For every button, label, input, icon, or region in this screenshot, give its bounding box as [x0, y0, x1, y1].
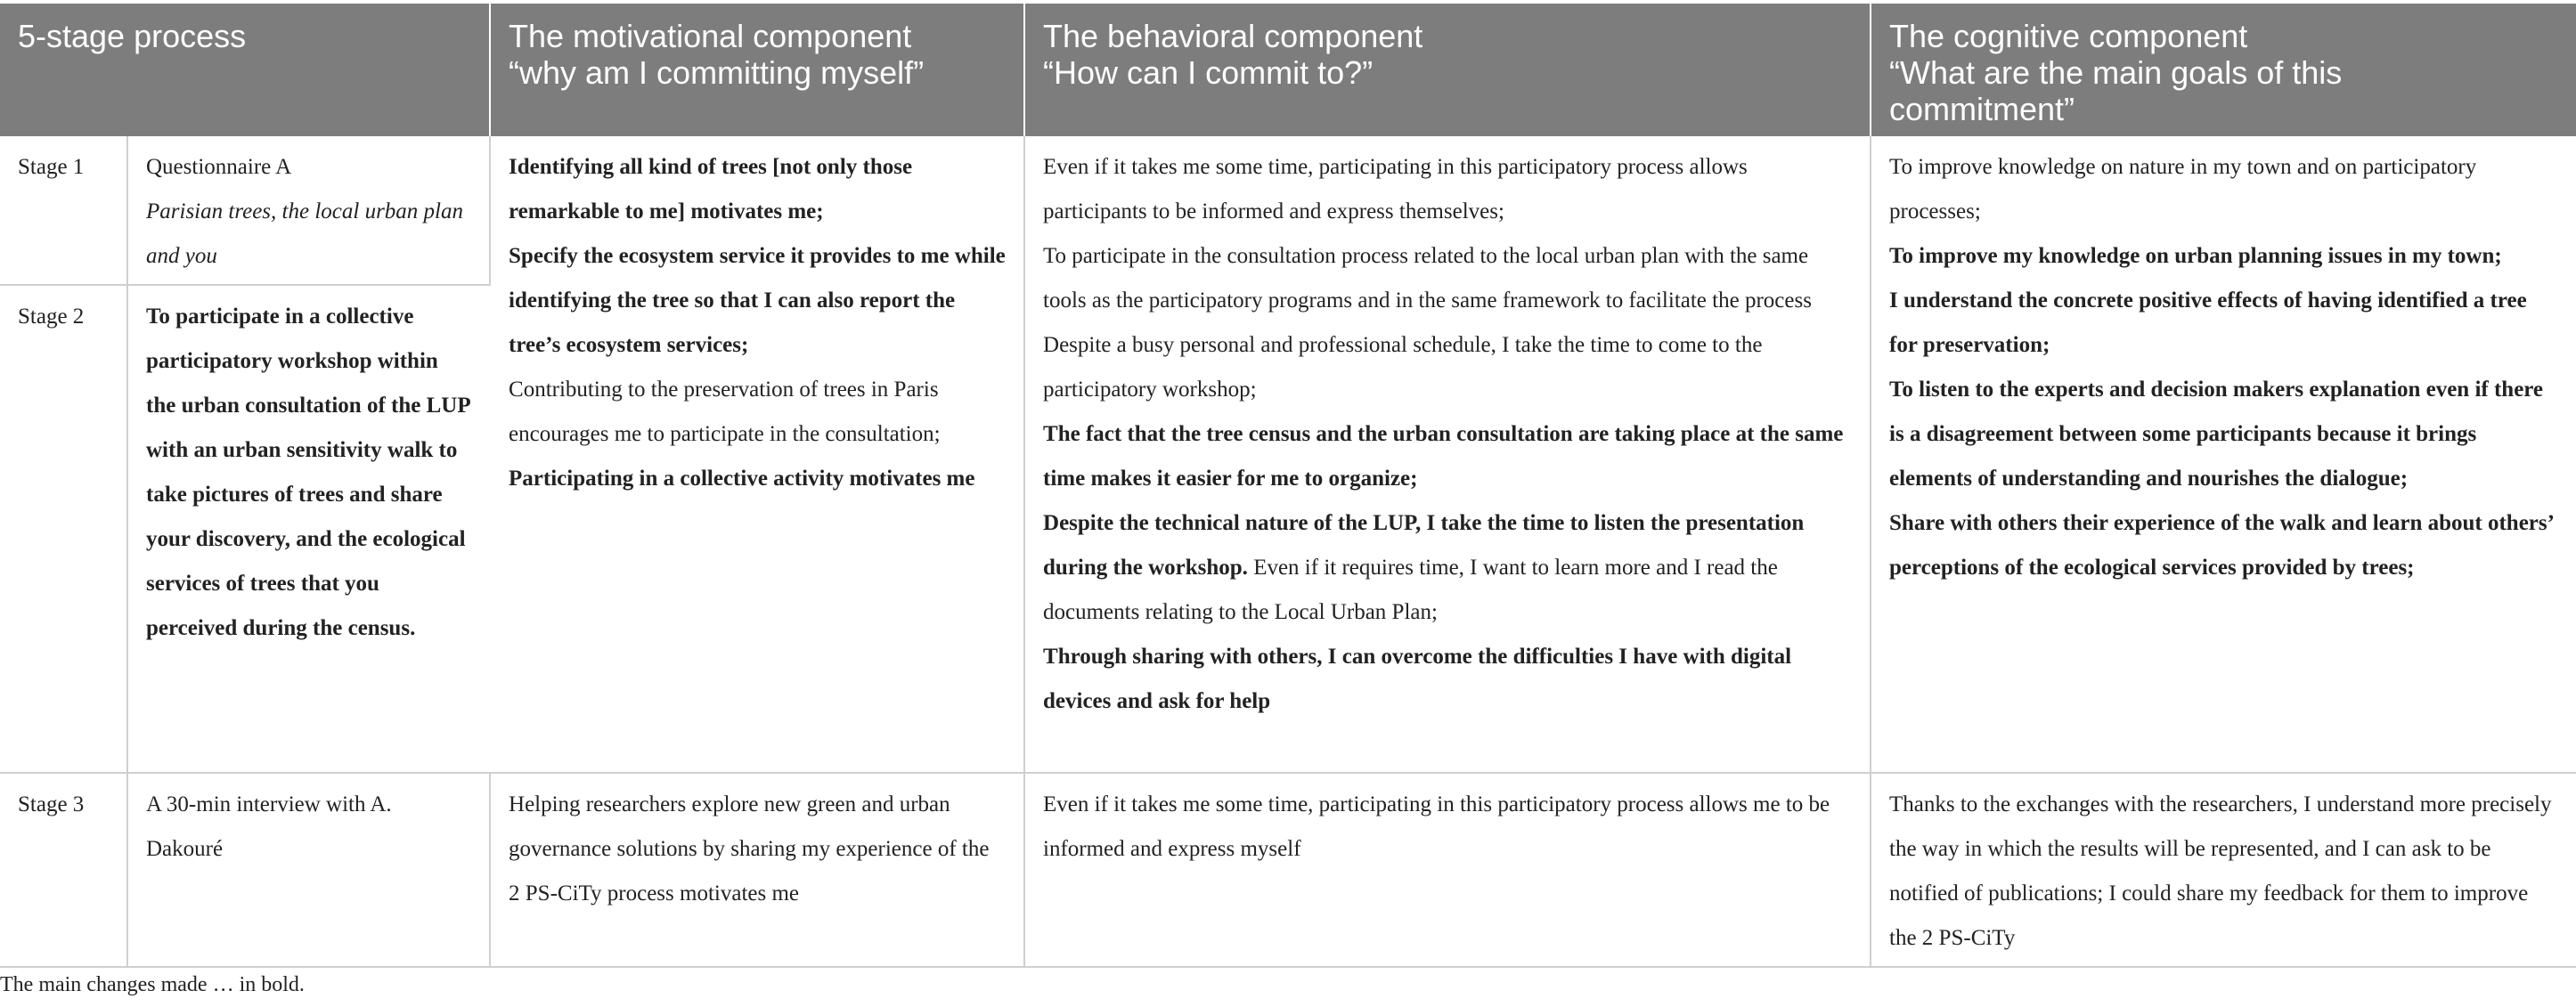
cognitive-item: To improve knowledge on nature in my town and on participatory processes; — [1889, 155, 2477, 223]
behavioral-item-mixed — [1043, 501, 1852, 635]
stage-1-subtitle: Parisian trees, the local urban plan and you — [146, 199, 463, 268]
motivational-item: Contributing to the preservation of trees in Paris encourages me to participate in the consultation; — [509, 378, 941, 446]
stage-1-2-motivational — [490, 136, 1024, 773]
motivational-item: Identifying all kind of trees [not only those remarkable to me] motivates me; — [509, 155, 913, 223]
behavioral-item-regular-part: Even if it requires time, I want to learn more and I read the documents relating to the Local Urban Plan; — [1043, 556, 1778, 624]
table-header-row — [0, 4, 2576, 136]
header-cognitive-component: The cognitive component “What are the main goals of this commitment” — [1871, 4, 2576, 136]
stage-1-title: Questionnaire A — [146, 155, 292, 179]
table-footnote: The main changes made … in bold. — [0, 973, 305, 996]
stage-3-cognitive: Thanks to the exchanges with the researchers, I understand more precisely the way in which the results will be represented, and I can ask to be notified of publications; I could share my feedback for them to improve the 2 PS-CiTy — [1871, 773, 2576, 967]
cognitive-item: To listen to the experts and decision makers explanation even if there is a disagreement between some participants because it brings elements of understanding and nourishes the dialogue; — [1889, 378, 2544, 491]
table-row-stage-1 — [0, 136, 2576, 285]
header-5-stage-process: 5-stage process — [0, 4, 490, 136]
stage-1-label: Stage 1 — [0, 136, 127, 285]
motivational-item: Participating in a collective activity motivates me — [509, 467, 975, 491]
behavioral-item: The fact that the tree census and the urban consultation are taking place at the same time makes it easier for me to organize; — [1043, 422, 1844, 491]
header-behavioral-component: The behavioral component “How can I commit to?” — [1024, 4, 1871, 136]
behavioral-item: Even if it takes me some time, participating in this participatory process allows participants to be informed and express themselves; — [1043, 155, 1748, 223]
cognitive-item: I understand the concrete positive effects of having identified a tree for preservation; — [1889, 288, 2527, 357]
header-motivational-component: The motivational component “why am I committing myself” — [490, 4, 1024, 136]
stage-2-label: Stage 2 — [0, 285, 127, 773]
commitment-table — [0, 4, 2576, 968]
cognitive-item: Share with others their experience of the walk and learn about others’ perceptions of the ecological services provided by trees; — [1889, 511, 2554, 580]
behavioral-item-bold-part: Despite the technical nature of the LUP, I take the time to listen the presentation during the workshop. — [1043, 511, 1805, 580]
motivational-item: Specify the ecosystem service it provides to me while identifying the tree so that I can also report the tree’s ecosystem services; — [509, 244, 1006, 357]
table-row-stage-3 — [0, 773, 2576, 967]
stage-3-description: A 30-min interview with A. Dakouré — [127, 773, 490, 967]
stage-3-label: Stage 3 — [0, 773, 127, 967]
stage-2-description: To participate in a collective participatory workshop within the urban consultation of the LUP with an urban sensitivity walk to take pictures of trees and share your discovery, and the ecological services of trees that you perceived during the census. — [127, 285, 490, 773]
stage-1-description — [127, 136, 490, 285]
stage-3-behavioral: Even if it takes me some time, participating in this participatory process allows me to be informed and express myself — [1024, 773, 1871, 967]
stage-1-2-cognitive — [1871, 136, 2576, 773]
stage-3-motivational: Helping researchers explore new green and urban governance solutions by sharing my experience of the 2 PS-CiTy process motivates me — [490, 773, 1024, 967]
behavioral-item: Through sharing with others, I can overcome the difficulties I have with digital devices and ask for help — [1043, 645, 1792, 713]
cognitive-item: To improve my knowledge on urban planning issues in my town; — [1889, 244, 2502, 268]
stage-1-2-behavioral — [1024, 136, 1871, 773]
behavioral-item: Despite a busy personal and professional schedule, I take the time to come to the participatory workshop; — [1043, 333, 1763, 402]
behavioral-item: To participate in the consultation process related to the local urban plan with the same tools as the participatory programs and in the same framework to facilitate the process — [1043, 244, 1812, 313]
